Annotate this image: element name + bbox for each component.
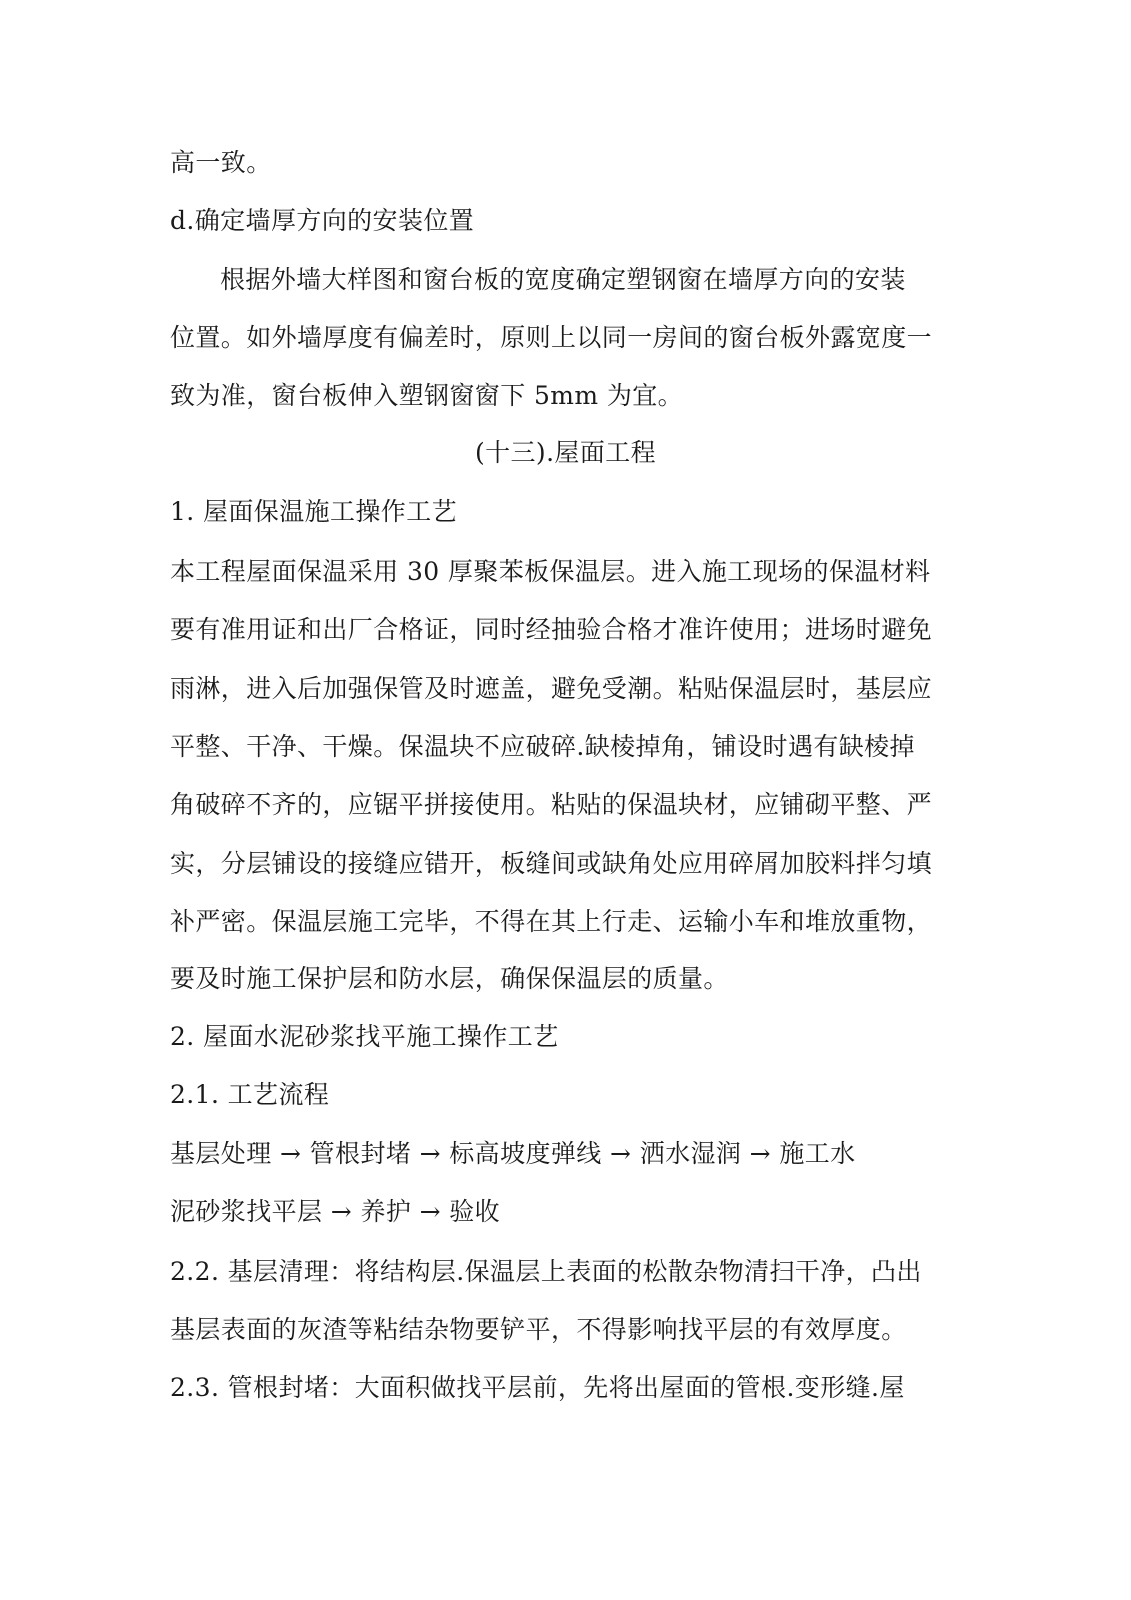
text-line: 致为准，窗台板伸入塑钢窗窗下 5mm 为宜。 [170,381,684,410]
section-heading: (十三).屋面工程 [474,438,657,467]
text-line: 根据外墙大样图和窗台板的宽度确定塑钢窗在墙厚方向的安装 [220,265,906,294]
text-line: 本工程屋面保温采用 30 厚聚苯板保温层。进入施工现场的保温材料 [170,557,931,586]
text-line: 补严密。保温层施工完毕，不得在其上行走、运输小车和堆放重物， [170,907,933,936]
text-line: 基层处理 → 管根封堵 → 标高坡度弹线 → 洒水湿润 → 施工水 [170,1139,856,1168]
text-line: 角破碎不齐的，应锯平拼接使用。粘贴的保温块材，应铺砌平整、严 [170,790,933,819]
text-line: 要及时施工保护层和防水层，确保保温层的质量。 [170,964,729,993]
subheading-roof-insulation: 1. 屋面保温施工操作工艺 [170,497,458,526]
text-line: 平整、干净、干燥。保温块不应破碎.缺棱掉角，铺设时遇有缺棱掉 [170,732,915,761]
text-line: 雨淋，进入后加强保管及时遮盖，避免受潮。粘贴保温层时，基层应 [170,674,933,703]
text-line: 2.2. 基层清理：将结构层.保温层上表面的松散杂物清扫干净，凸出 [170,1257,922,1286]
text-line: 2.3. 管根封堵：大面积做找平层前，先将出屋面的管根.变形缝.屋 [170,1373,905,1402]
text-line: 泥砂浆找平层 → 养护 → 验收 [170,1197,501,1226]
text-line: 要有准用证和出厂合格证，同时经抽验合格才准许使用；进场时避免 [170,615,933,644]
subheading-process-flow: 2.1. 工艺流程 [170,1080,330,1109]
text-line: 高一致。 [170,148,272,177]
text-line: 位置。如外墙厚度有偏差时，原则上以同一房间的窗台板外露宽度一 [170,323,933,352]
text-line: 基层表面的灰渣等粘结杂物要铲平，不得影响找平层的有效厚度。 [170,1315,907,1344]
text-line: 实，分层铺设的接缝应错开，板缝间或缺角处应用碎屑加胶料拌匀填 [170,849,933,878]
subheading-leveling-layer: 2. 屋面水泥砂浆找平施工操作工艺 [170,1022,559,1051]
subheading-install-position: d.确定墙厚方向的安装位置 [170,206,475,235]
